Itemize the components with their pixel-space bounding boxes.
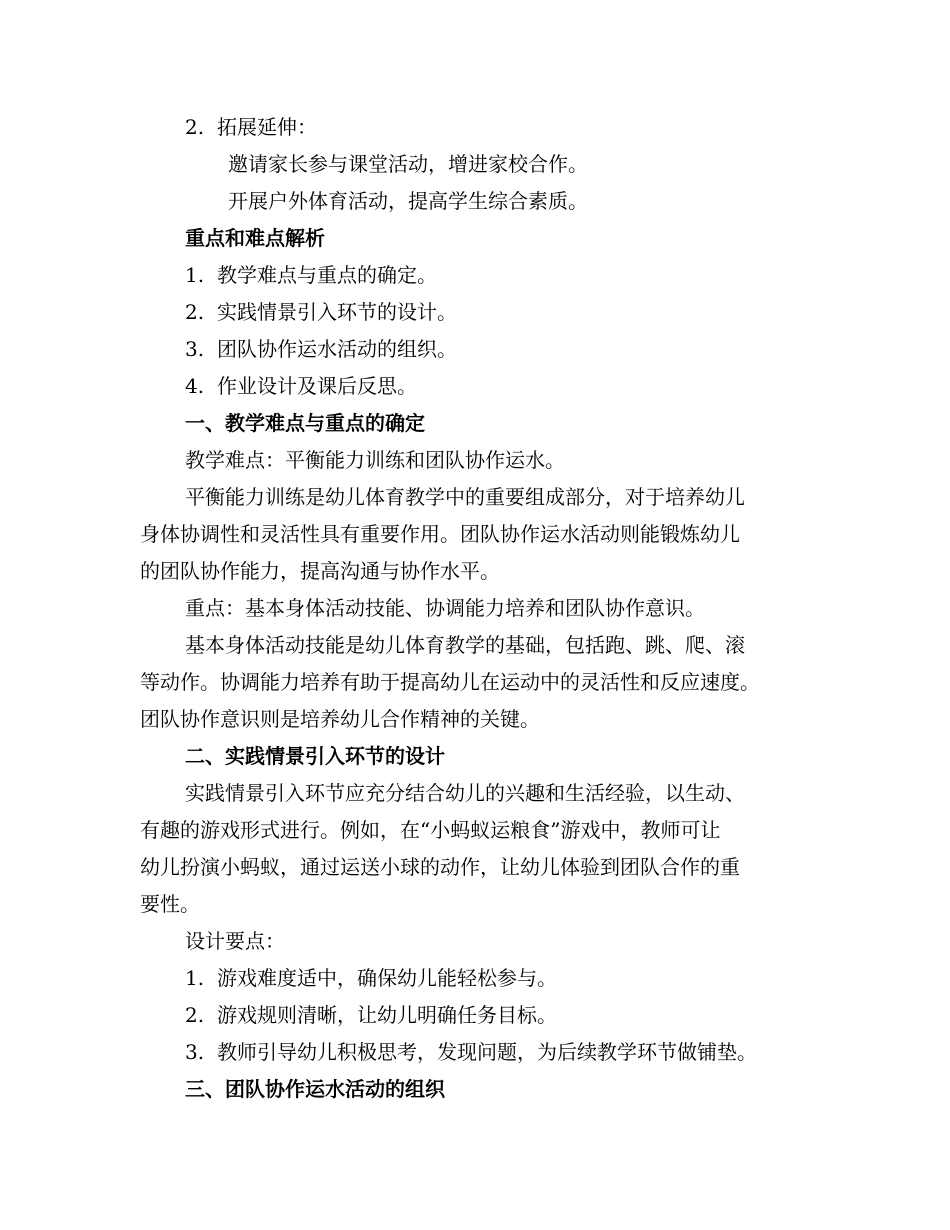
paragraph-line: 有趣的游戏形式进行。例如，在“小蚂蚁运粮食”游戏中，教师可让 xyxy=(140,818,721,842)
list-number: 1. xyxy=(185,263,205,287)
paragraph-line: 等动作。协调能力培养有助于提高幼儿在运动中的灵活性和反应速度。 xyxy=(140,670,760,694)
section1-difficulty: 教学难点：平衡能力训练和团队协作运水。 xyxy=(185,448,565,472)
paragraph-line: 的团队协作能力，提高沟通与协作水平。 xyxy=(140,559,500,583)
analysis-list-item xyxy=(185,374,417,398)
paragraph-line: 身体协调性和灵活性具有重要作用。团队协作运水活动则能锻炼幼儿 xyxy=(140,522,740,546)
paragraph-line: 团队协作意识则是培养幼儿合作精神的关键。 xyxy=(140,707,540,731)
list-number: 3. xyxy=(185,337,205,361)
extension-title: 拓展延伸： xyxy=(217,115,317,139)
list-text: 教师引导幼儿积极思考，发现问题，为后续教学环节做铺垫。 xyxy=(217,1040,757,1064)
paragraph-line: 幼儿扮演小蚂蚁，通过运送小球的动作，让幼儿体验到团队合作的重 xyxy=(140,855,740,879)
list-number: 4. xyxy=(185,374,205,398)
paragraph-line: 基本身体活动技能是幼儿体育教学的基础，包括跑、跳、爬、滚 xyxy=(185,633,745,657)
list-text: 游戏难度适中，确保幼儿能轻松参与。 xyxy=(217,966,557,990)
extension-subitem: 邀请家长参与课堂活动，增进家校合作。 xyxy=(228,152,588,176)
list-text: 团队协作运水活动的组织。 xyxy=(217,337,457,361)
analysis-list-item xyxy=(185,300,457,324)
section3-heading: 三、团队协作运水活动的组织 xyxy=(185,1077,445,1101)
list-number: 3. xyxy=(185,1040,205,1064)
list-number: 1. xyxy=(185,966,205,990)
extension-subitem: 开展户外体育活动，提高学生综合素质。 xyxy=(228,189,588,213)
list-number: 2. xyxy=(185,115,205,139)
design-point-item xyxy=(185,1040,757,1064)
design-points-title: 设计要点： xyxy=(185,929,285,953)
list-text: 游戏规则清晰，让幼儿明确任务目标。 xyxy=(217,1003,557,1027)
list-number: 2. xyxy=(185,1003,205,1027)
list-text: 实践情景引入环节的设计。 xyxy=(217,300,457,324)
list-text: 教学难点与重点的确定。 xyxy=(217,263,437,287)
section1-heading: 一、教学难点与重点的确定 xyxy=(185,411,425,435)
analysis-heading: 重点和难点解析 xyxy=(185,226,325,250)
section1-key: 重点：基本身体活动技能、协调能力培养和团队协作意识。 xyxy=(185,596,705,620)
analysis-list-item xyxy=(185,337,457,361)
extension-item xyxy=(185,115,317,139)
paragraph-line: 要性。 xyxy=(140,892,200,916)
list-text: 作业设计及课后反思。 xyxy=(217,374,417,398)
design-point-item xyxy=(185,966,557,990)
analysis-list-item xyxy=(185,263,437,287)
design-point-item xyxy=(185,1003,557,1027)
list-number: 2. xyxy=(185,300,205,324)
section2-heading: 二、实践情景引入环节的设计 xyxy=(185,744,445,768)
paragraph-line: 平衡能力训练是幼儿体育教学中的重要组成部分，对于培养幼儿 xyxy=(185,485,745,509)
paragraph-line: 实践情景引入环节应充分结合幼儿的兴趣和生活经验，以生动、 xyxy=(185,781,745,805)
